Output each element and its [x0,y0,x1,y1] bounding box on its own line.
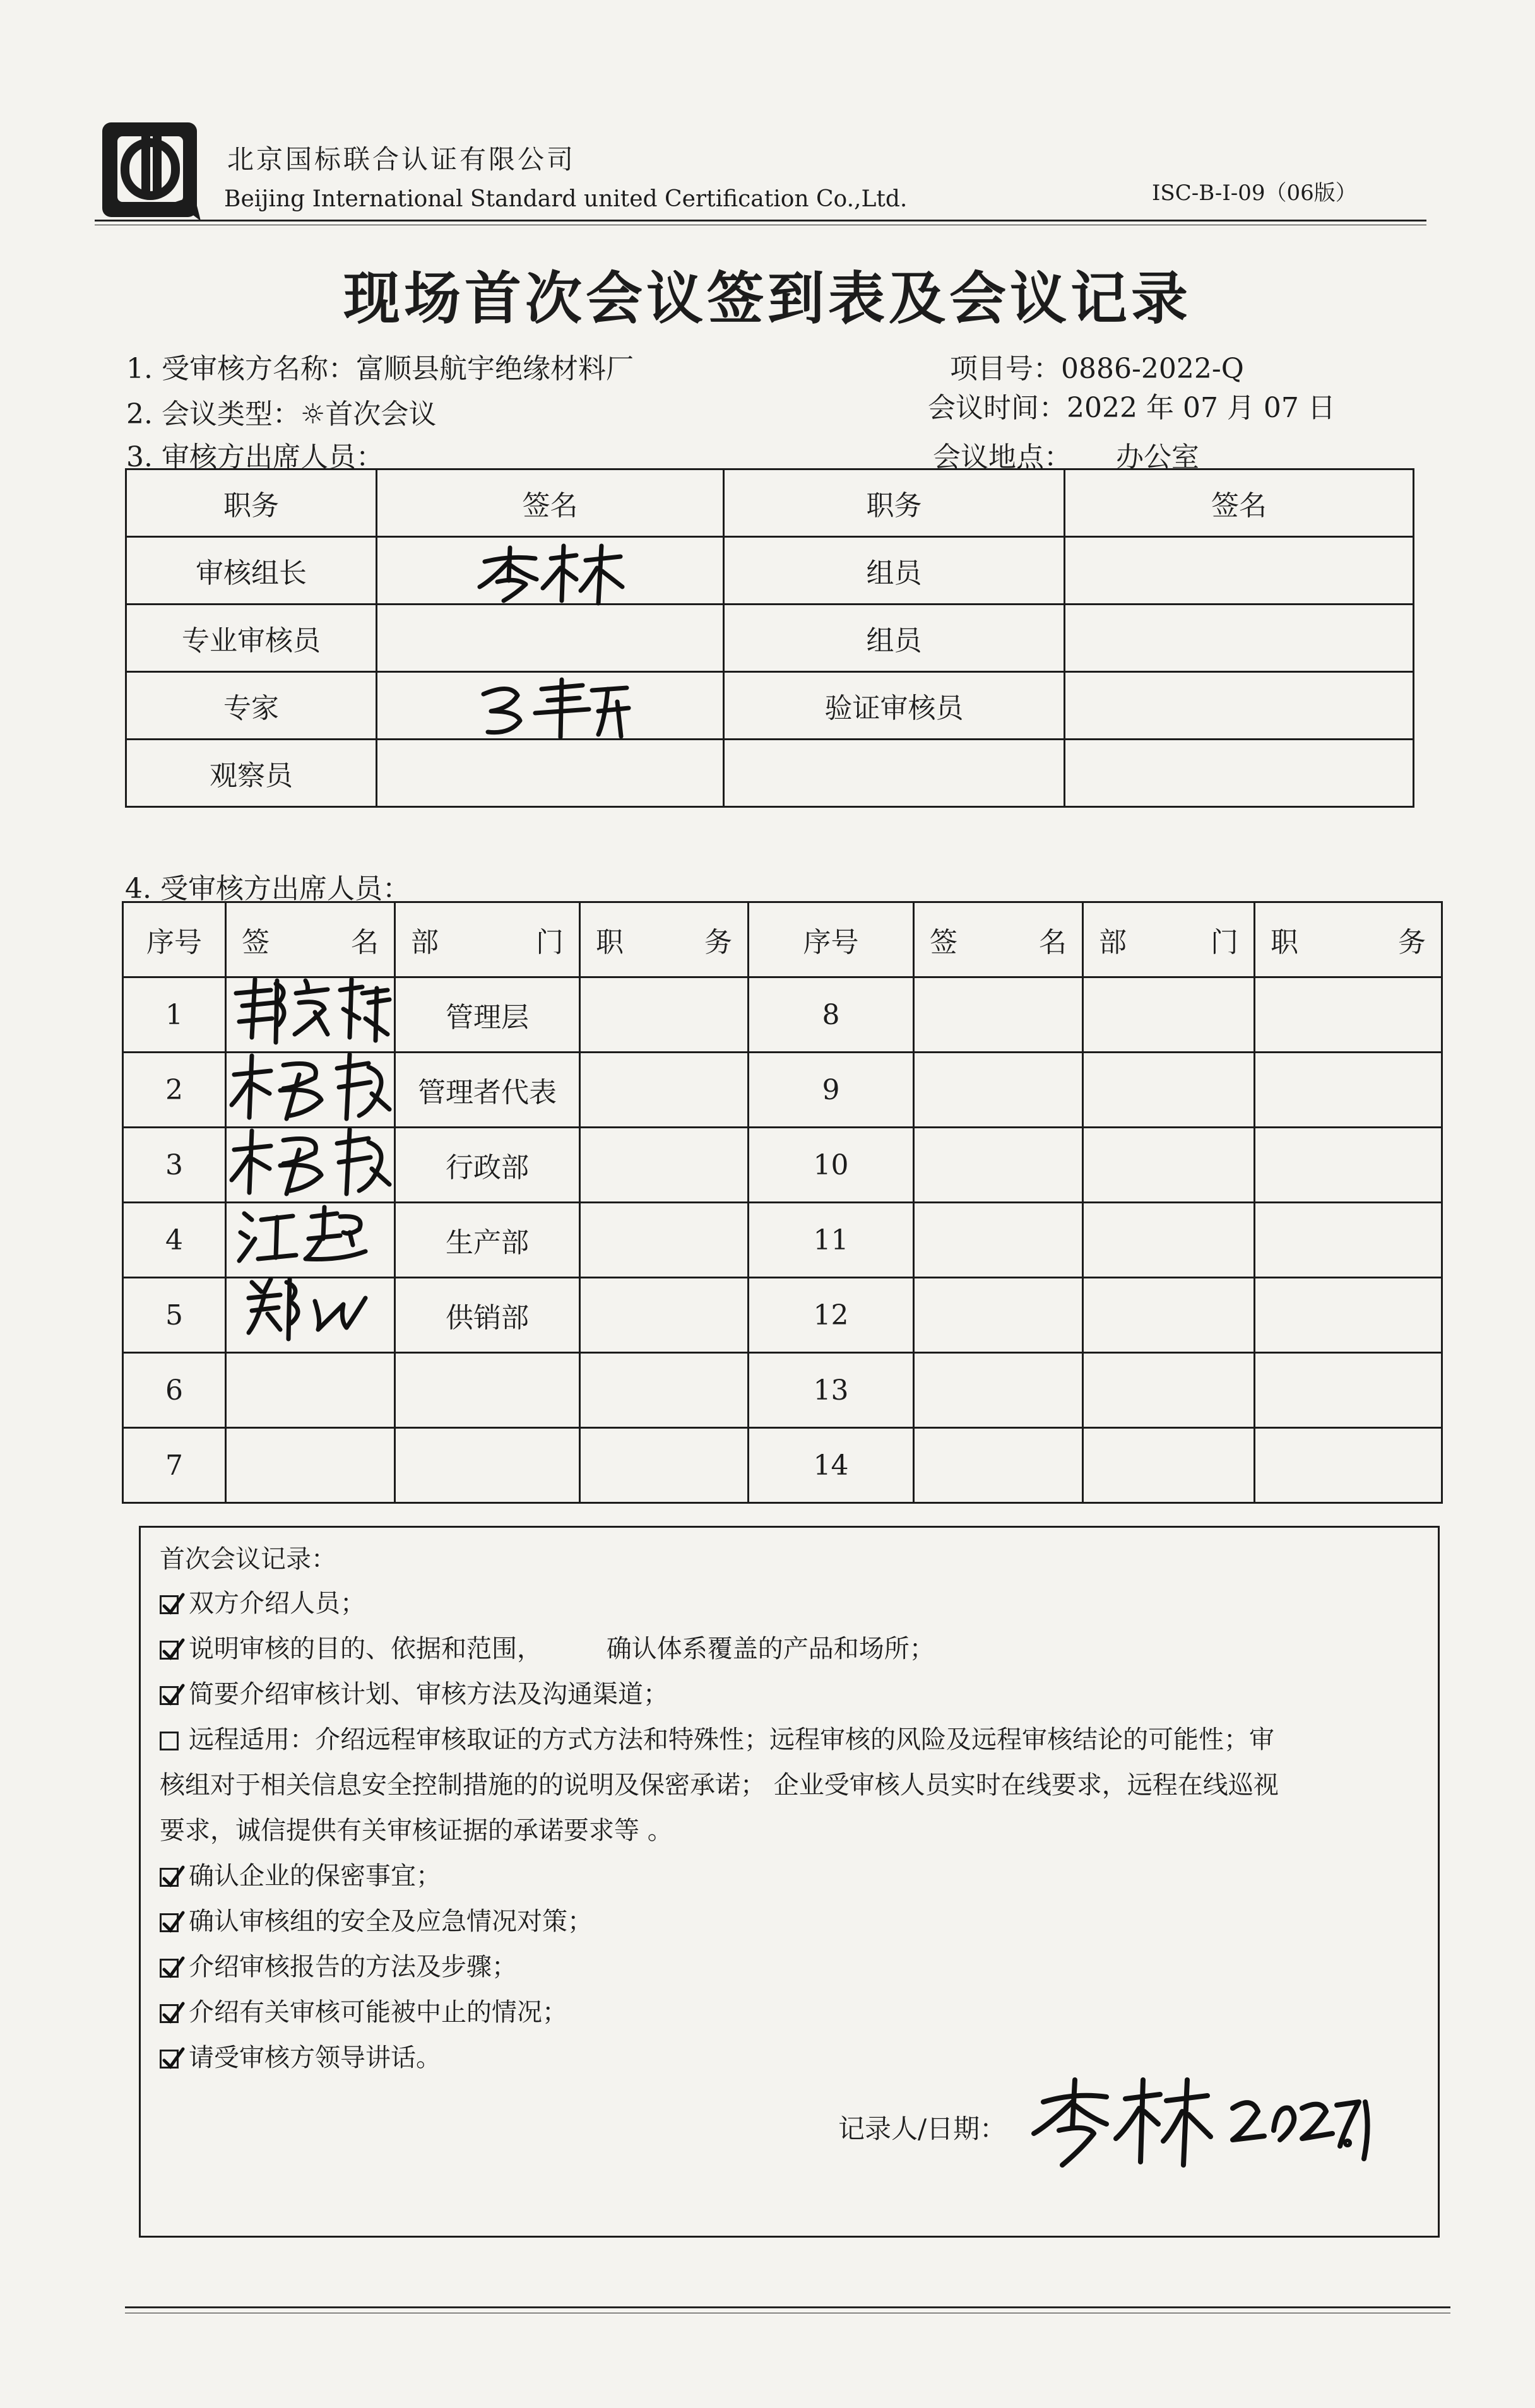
row-number: 2 [123,1053,226,1128]
check-icon [158,1863,187,1892]
meeting-time-value: 2022 年 07 月 07 日 [1067,392,1336,424]
signature-cell [914,1128,1083,1203]
role-cell: 专业审核员 [126,605,377,672]
row-number: 4 [123,1203,226,1278]
auditor-attendance-table [125,468,1414,808]
signature-cell [914,1203,1083,1278]
header-char: 务 [1398,926,1426,959]
checkbox-checked[interactable] [160,2004,179,2023]
header-char: 务 [704,926,732,959]
recorder-date-label: 记录人/日期： [838,2113,1007,2144]
checkbox-checked[interactable] [160,1959,179,1978]
table-row [123,1128,1442,1203]
check-icon [158,1682,187,1711]
minutes-item [160,2045,441,2070]
minutes-item-text: 介绍审核报告的方法及步骤； [189,1952,517,1981]
signature-cell [914,1278,1083,1353]
checkbox-checked[interactable] [160,1868,179,1887]
header-sign [226,902,395,977]
meeting-time-label: 会议时间： [928,392,1067,424]
header-char: 签 [930,926,957,959]
dept-cell [1083,1203,1255,1278]
minutes-item-text: 说明审核的目的、依据和范围， 确认体系覆盖的产品和场所； [189,1634,935,1663]
table-row [123,1353,1442,1428]
dept-cell: 供销部 [395,1278,580,1353]
position-cell [1255,1428,1442,1503]
signature-cell [377,672,724,740]
header-char: 门 [536,926,564,959]
dept-cell [1083,1428,1255,1503]
signature-cell [1065,537,1414,605]
checkbox-checked[interactable] [160,1913,179,1932]
dept-cell: 管理层 [395,977,580,1053]
header-char: 职 [596,926,624,959]
signature-cell [226,977,395,1053]
signature-cell [1065,740,1414,807]
signature-jiang-chao [233,1201,378,1270]
table-row [123,1428,1442,1503]
header-char: 职 [1271,926,1298,959]
minutes-item [160,1727,1274,1752]
signature-cell [914,1053,1083,1128]
signature-cell [377,537,724,605]
dept-cell: 管理者代表 [395,1053,580,1128]
auditee-attendance-table [122,901,1443,1504]
header-char: 部 [411,926,439,959]
table-row [123,977,1442,1053]
dept-cell: 行政部 [395,1128,580,1203]
dept-cell [395,1428,580,1503]
check-icon [158,1909,187,1938]
project-number-row [950,346,1244,386]
header-position [1255,902,1442,977]
minutes-item-text: 介绍有关审核可能被中止的情况； [189,1998,567,2027]
meeting-time-row [928,385,1336,425]
table-row [126,605,1414,672]
meeting-type-row [126,391,436,432]
checkbox-checked[interactable] [160,1641,179,1660]
auditee-name-label: 1. 受审核方名称： [126,353,356,385]
position-cell [580,1053,749,1128]
check-icon [158,2000,187,2029]
table-row [126,537,1414,605]
signature-cell [226,1203,395,1278]
meeting-type-label: 2. 会议类型： [126,398,300,430]
auditor-attendees-label: 3. 审核方出席人员： [126,441,384,473]
position-cell [580,1428,749,1503]
dept-cell [1083,1128,1255,1203]
checkbox-checked[interactable] [160,1595,179,1614]
signature-yang-hui [227,1049,396,1125]
row-number: 10 [749,1128,914,1203]
minutes-item [160,1636,935,1661]
minutes-item-continuation: 核组对于相关信息安全控制措施的的说明及保密承诺； 企业受审核人员实时在线要求，远程在线巡视 [160,1771,1279,1800]
minutes-item [160,1909,593,1934]
minutes-item-text: 确认企业的保密事宜； [189,1862,441,1891]
signature-cell [1065,605,1414,672]
minutes-item-text: 双方介绍人员； [189,1589,365,1618]
signature-cell [1065,672,1414,740]
header-dept [395,902,580,977]
header-no: 序号 [749,902,914,977]
row-number: 14 [749,1428,914,1503]
header-no: 序号 [123,902,226,977]
minutes-item [160,1863,441,1889]
auditee-name-row [126,346,634,386]
minutes-item-text: 简要介绍审核计划、审核方法及沟通渠道； [189,1680,668,1709]
row-number: 7 [123,1428,226,1503]
position-cell [1255,1203,1442,1278]
signature-cell [226,1128,395,1203]
signature-yang-hui [227,1124,396,1200]
meeting-type-value: ☼首次会议 [300,398,437,430]
signature-cell [226,1053,395,1128]
position-cell [1255,1278,1442,1353]
header-char: 签 [242,926,270,959]
position-cell [1255,1353,1442,1428]
signature-cell [914,1353,1083,1428]
row-number: 13 [749,1353,914,1428]
dept-cell: 生产部 [395,1203,580,1278]
check-icon [158,2045,187,2074]
row-number: 1 [123,977,226,1053]
dept-cell [1083,1353,1255,1428]
dept-cell [395,1353,580,1428]
meeting-location-label: 会议地点： [933,441,1072,473]
minutes-item [160,1682,668,1707]
header-dept [1083,902,1255,977]
minutes-item-text: 请受审核方领导讲话。 [189,2043,441,2072]
signature-cell [914,1428,1083,1503]
header-cell: 签名 [1065,469,1414,537]
header-char: 名 [351,926,379,959]
position-cell [1255,977,1442,1053]
signature-ma-jun [472,676,636,740]
header-cell: 职务 [126,469,377,537]
header-cell: 职务 [724,469,1065,537]
meeting-minutes-box [139,1526,1440,2238]
recorder-signature [1024,2070,1378,2171]
page-title: 现场首次会议签到表及会议记录 [343,266,1192,332]
role-cell: 验证审核员 [724,672,1065,740]
row-number: 8 [749,977,914,1053]
project-number-value: 0886-2022-Q [1061,353,1244,385]
role-cell: 观察员 [126,740,377,807]
table-row [126,740,1414,807]
position-cell [580,1128,749,1203]
signature-zheng-hong [239,1270,372,1345]
minutes-heading: 首次会议记录： [160,1545,336,1574]
header-divider [95,220,1426,221]
signature-zheng-jialu [227,974,396,1050]
minutes-item [160,1591,365,1616]
dept-cell [1083,1278,1255,1353]
auditee-name-value: 富顺县航宇绝缘材料厂 [355,353,634,385]
header-char: 部 [1099,926,1127,959]
table-row [123,1053,1442,1128]
role-cell: 专家 [126,672,377,740]
company-name-en: Beijing International Standard united Certification Co.,Ltd. [224,186,908,212]
signature-li-lin [472,543,636,606]
table-row [126,672,1414,740]
position-cell [580,977,749,1053]
row-number: 5 [123,1278,226,1353]
row-number: 6 [123,1353,226,1428]
signature-cell [226,1428,395,1503]
table-header-row [123,902,1442,977]
row-number: 3 [123,1128,226,1203]
minutes-item [160,1954,517,1980]
check-icon [158,1591,187,1620]
checkbox-checked[interactable] [160,1686,179,1705]
signature-cell [226,1278,395,1353]
dept-cell [1083,977,1255,1053]
position-cell [580,1353,749,1428]
check-icon [158,1954,187,1983]
table-row [123,1203,1442,1278]
signature-cell [226,1353,395,1428]
row-number: 9 [749,1053,914,1128]
minutes-item-text: 远程适用：介绍远程审核取证的方式方法和特殊性；远程审核的风险及远程审核结论的可能性；审 [189,1725,1274,1754]
position-cell [1255,1053,1442,1128]
signature-cell [914,977,1083,1053]
position-cell [580,1203,749,1278]
role-cell: 审核组长 [126,537,377,605]
signature-cell [377,740,724,807]
role-cell: 组员 [724,537,1065,605]
position-cell [1255,1128,1442,1203]
auditee-attendees-label: 4. 受审核方出席人员： [125,873,410,905]
project-number-label: 项目号： [950,353,1061,385]
checkbox-checked[interactable] [160,2050,179,2069]
minutes-item-text: 确认审核组的安全及应急情况对策； [189,1907,593,1936]
form-code: ISC-B-I-09（06版） [1152,180,1357,206]
role-cell: 组员 [724,605,1065,672]
role-cell [724,740,1065,807]
row-number: 11 [749,1203,914,1278]
header-char: 门 [1211,926,1238,959]
minutes-item-continuation: 要求，诚信提供有关审核证据的承诺要求等 。 [160,1816,673,1845]
table-header-row [126,469,1414,537]
header-cell: 签名 [377,469,724,537]
header-sign [914,902,1083,977]
checkbox-unchecked[interactable] [160,1732,179,1750]
header-position [580,902,749,977]
company-name-cn: 北京国标联合认证有限公司 [227,144,576,175]
signature-cell [377,605,724,672]
position-cell [580,1278,749,1353]
check-icon [158,1636,187,1665]
minutes-item [160,2000,567,2025]
row-number: 12 [749,1278,914,1353]
footer-divider [125,2306,1450,2308]
dept-cell [1083,1053,1255,1128]
meeting-location-value: 办公室 [1116,441,1199,473]
table-row [123,1278,1442,1353]
header-char: 名 [1039,926,1067,959]
company-logo [100,120,204,227]
